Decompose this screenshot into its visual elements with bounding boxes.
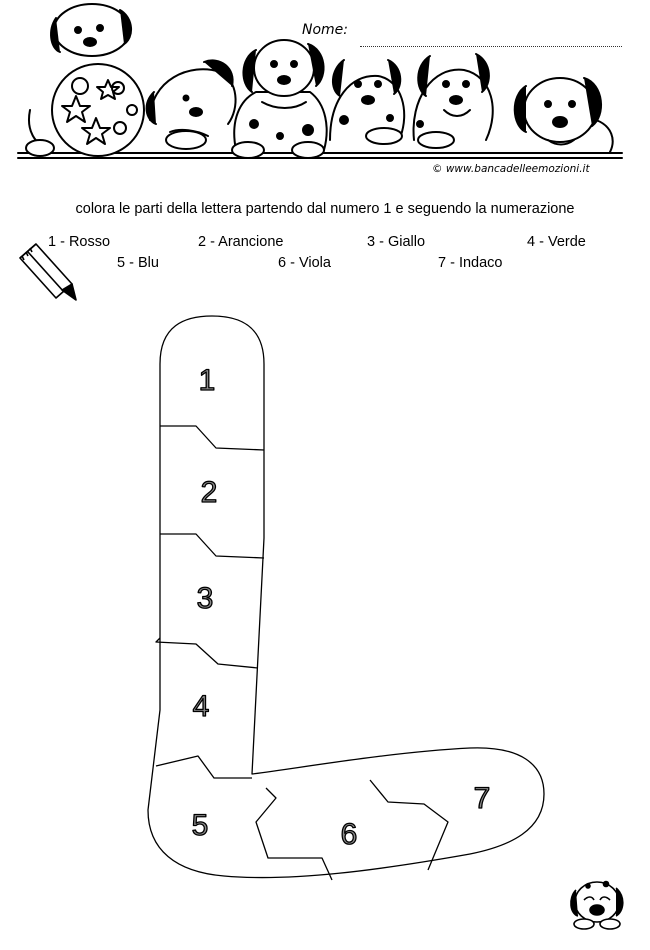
instruction-text: colora le parti della lettera partendo dal numero 1 e seguendo la numerazione: [75, 201, 575, 217]
region-number-5: 5: [191, 809, 209, 842]
puppy-sitting-icon: [232, 40, 327, 158]
puppy-smiling-icon: [414, 54, 493, 148]
divider-2-3: [160, 534, 264, 558]
legend-item-indaco: 7 - Indaco: [438, 255, 503, 271]
website-credit: [432, 163, 590, 175]
divider-4-5: [156, 756, 252, 778]
website-url: www.bancadelleemozioni.it: [445, 163, 590, 175]
legend-item-blu: 5 - Blu: [117, 255, 159, 271]
letter-l-coloring-shape: [0, 290, 650, 930]
divider-3-4: [156, 638, 258, 668]
puppy-icon: [566, 872, 628, 930]
divider-1-2: [160, 426, 264, 450]
region-number-7: 7: [473, 782, 491, 815]
divider-5-6: [256, 788, 332, 880]
name-label: Nome:: [302, 22, 349, 38]
puppy-peeking-icon: [330, 60, 404, 144]
name-field[interactable]: [360, 46, 622, 47]
region-number-2: 2: [200, 476, 218, 509]
divider-6-7: [370, 780, 448, 870]
legend-item-viola: 6 - Viola: [278, 255, 331, 271]
region-number-3: 3: [196, 582, 214, 615]
copyright-symbol: ©: [432, 163, 443, 175]
region-number-4: 4: [192, 690, 210, 723]
puppy-lying-icon: [147, 60, 236, 149]
puppy-with-ball-icon: [26, 4, 144, 156]
legend-item-arancione: 2 - Arancione: [198, 234, 284, 250]
puppy-head-icon: [515, 78, 613, 152]
region-number-6: 6: [340, 818, 358, 851]
legend-item-rosso: 1 - Rosso: [48, 234, 111, 250]
legend-item-verde: 4 - Verde: [527, 234, 586, 250]
region-number-1: 1: [198, 364, 216, 397]
legend-item-giallo: 3 - Giallo: [367, 234, 426, 250]
